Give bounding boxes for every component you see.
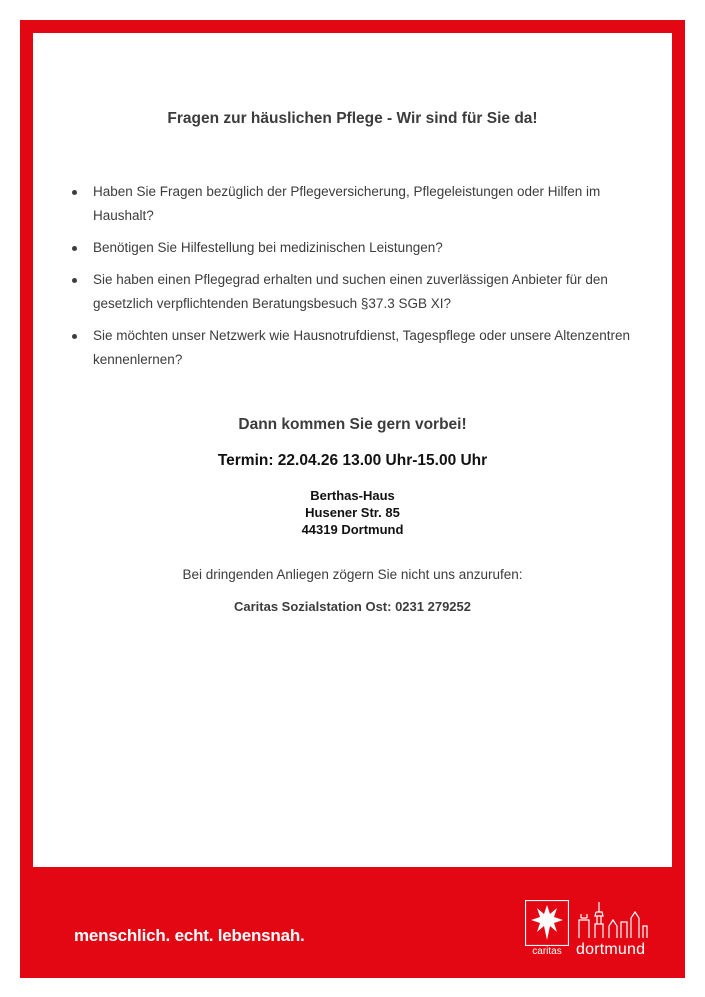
- address-city: 44319 Dortmund: [301, 522, 404, 537]
- bullet-icon: [72, 190, 77, 195]
- bullet-icon: [72, 278, 77, 283]
- dortmund-skyline-icon: [573, 898, 649, 942]
- caritas-flame-cross-icon: [525, 900, 569, 946]
- bullet-icon: [72, 246, 77, 251]
- logo-caritas-label: caritas: [532, 946, 562, 957]
- call-to-action: Dann kommen Sie gern vorbei!: [238, 416, 467, 433]
- list-item: Benötigen Sie Hilfestellung bei medizinischen Leistungen?: [70, 236, 650, 260]
- question-list: [70, 180, 650, 380]
- address-street: Husener Str. 85: [305, 505, 400, 520]
- appointment-line: Termin: 22.04.26 13.00 Uhr-15.00 Uhr: [217, 452, 488, 469]
- phone-line: Caritas Sozialstation Ost: 0231 279252: [233, 599, 471, 614]
- urgent-text: Bei dringenden Anliegen zögern Sie nicht uns anzurufen:: [182, 567, 523, 582]
- list-item: Sie haben einen Pflegegrad erhalten und suchen einen zuverlässigen Anbieter für den gesetzlich verpflichtenden Beratungsbesuch §37.3 SGB XI?: [70, 268, 650, 316]
- list-item: Sie möchten unser Netzwerk wie Hausnotrufdienst, Tagespflege oder unsere Altenzentren kennenlernen?: [70, 324, 650, 372]
- address-block: [0, 487, 705, 538]
- list-item: Haben Sie Fragen bezüglich der Pflegeversicherung, Pflegeleistungen oder Hilfen im Haushalt?: [70, 180, 650, 228]
- bullet-icon: [72, 334, 77, 339]
- footer-slogan: menschlich. echt. lebensnah.: [74, 926, 305, 945]
- flyer-title: Fragen zur häuslichen Pflege - Wir sind für Sie da!: [167, 110, 538, 127]
- address-name: Berthas-Haus: [310, 488, 395, 503]
- content-panel: [33, 33, 672, 867]
- logo-city-label: dortmund: [576, 941, 646, 958]
